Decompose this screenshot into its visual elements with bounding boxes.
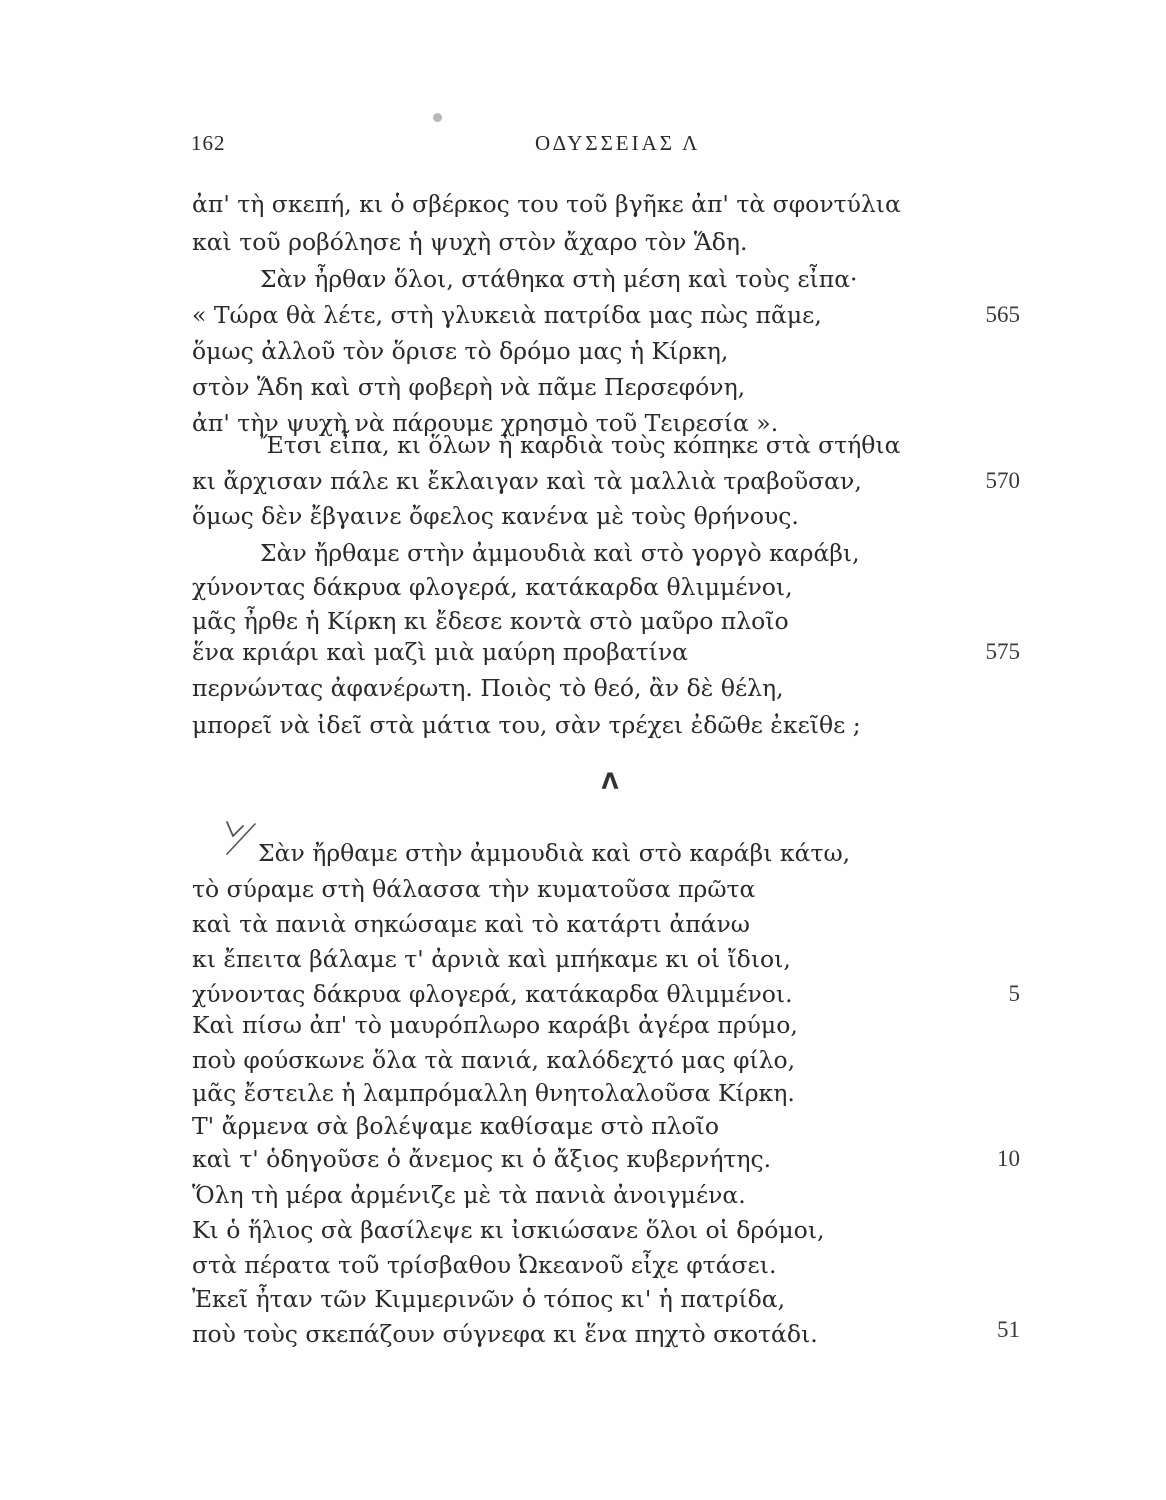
book-heading: Λ [601, 770, 619, 795]
line-number: 51 [997, 1317, 1020, 1342]
verse-line: Ἔτσι εἶπα, κι ὅλων ἡ καρδιὰ τοὺς κόπηκε στὰ στήθια [260, 431, 901, 459]
verse-line: ποὺ φούσκωνε ὅλα τὰ πανιά, καλόδεχτό μας φίλο, [192, 1046, 796, 1074]
line-number: 5 [1008, 981, 1020, 1006]
verse-line: μπορεῖ νὰ ἰδεῖ στὰ μάτια του, σὰν τρέχει ἐδῶθε ἐκεῖθε ; [192, 711, 861, 739]
line-number: 570 [985, 468, 1020, 493]
verse-line: στὰ πέρατα τοῦ τρίσβαθου Ὠκεανοῦ εἶχε φτάσει. [192, 1251, 777, 1279]
verse-line: Ὅλη τὴ μέρα ἀρμένιζε μὲ τὰ πανιὰ ἀνοιγμένα. [192, 1181, 746, 1209]
verse-line: Ἐκεῖ ἦταν τῶν Κιμμερινῶν ὁ τόπος κι' ἡ πατρίδα, [192, 1285, 786, 1313]
verse-line: κι ἄρχισαν πάλε κι ἔκλαιγαν καὶ τὰ μαλλιὰ τραβοῦσαν, [192, 467, 862, 495]
verse-line: ὅμως δὲν ἔβγαινε ὄφελος κανένα μὲ τοὺς θρήνους. [192, 502, 799, 530]
page-number: 162 [191, 131, 226, 155]
handwritten-mark-icon [221, 818, 261, 860]
verse-line: καὶ τ' ὁδηγοῦσε ὁ ἄνεμος κι ὁ ἄξιος κυβερνήτης. [192, 1145, 772, 1173]
verse-line: ἕνα κριάρι καὶ μαζὶ μιὰ μαύρη προβατίνα [192, 638, 688, 666]
verse-line: ἀπ' τὴ σκεπή, κι ὁ σβέρκος του τοῦ βγῆκε ἀπ' τὰ σφοντύλια [192, 190, 901, 218]
verse-line: Σὰν ἦρθαν ὅλοι, στάθηκα στὴ μέση καὶ τοὺς εἶπα· [260, 265, 858, 293]
verse-line: ποὺ τοὺς σκεπάζουν σύγνεφα κι ἕνα πηχτὸ σκοτάδι. [192, 1320, 818, 1348]
verse-line: Σὰν ἤρθαμε στὴν ἀμμουδιὰ καὶ στὸ γοργὸ καράβι, [260, 539, 860, 567]
verse-line: Τ' ἄρμενα σὰ βολέψαμε καθίσαμε στὸ πλοῖο [192, 1112, 720, 1140]
verse-line: ὅμως ἀλλοῦ τὸν ὅρισε τὸ δρόμο μας ἡ Κίρκη, [192, 337, 729, 365]
page-header [0, 131, 1166, 161]
ink-speck [433, 113, 442, 122]
verse-line: χύνοντας δάκρυα φλογερά, κατάκαρδα θλιμμένοι. [192, 980, 793, 1008]
verse-line: Κι ὁ ἥλιος σὰ βασίλεψε κι ἰσκιώσανε ὅλοι οἱ δρόμοι, [192, 1216, 825, 1244]
verse-line: Καὶ πίσω ἀπ' τὸ μαυρόπλωρο καράβι ἀγέρα πρύμο, [192, 1011, 798, 1039]
verse-line: χύνοντας δάκρυα φλογερά, κατάκαρδα θλιμμένοι, [192, 573, 793, 601]
verse-line: ἀπ' τὴν ψυχὴ νὰ πάρουμε χρησμὸ τοῦ Τειρεσία ». [192, 409, 779, 437]
verse-line: καὶ τοῦ ροβόλησε ἡ ψυχὴ στὸν ἄχαρο τὸν Ἅδη. [192, 228, 748, 256]
verse-line: μᾶς ἔστειλε ἡ λαμπρόμαλλη θνητολαλοῦσα Κίρκη. [192, 1079, 795, 1107]
verse-line: « Τώρα θὰ λέτε, στὴ γλυκειὰ πατρίδα μας πὼς πᾶμε, [192, 301, 822, 329]
line-number: 575 [985, 639, 1020, 664]
verse-line: στὸν Ἅδη καὶ στὴ φοβερὴ νὰ πᾶμε Περσεφόνη, [192, 373, 746, 401]
line-number: 565 [985, 302, 1020, 327]
verse-line: κι ἔπειτα βάλαμε τ' ἀρνιὰ καὶ μπήκαμε κι οἱ ἴδιοι, [192, 945, 791, 973]
verse-line: περνώντας ἀφανέρωτη. Ποιὸς τὸ θεό, ἂν δὲ θέλη, [192, 674, 784, 702]
verse-line: Σὰν ἤρθαμε στὴν ἀμμουδιὰ καὶ στὸ καράβι κάτω, [258, 839, 851, 867]
verse-line: καὶ τὰ πανιὰ σηκώσαμε καὶ τὸ κατάρτι ἀπάνω [192, 910, 750, 938]
running-head: ΟΔΥΣΣΕΙΑΣ Λ [535, 131, 701, 155]
verse-line: τὸ σύραμε στὴ θάλασσα τὴν κυματοῦσα πρῶτα [192, 875, 756, 903]
verse-line: μᾶς ἦρθε ἡ Κίρκη κι ἔδεσε κοντὰ στὸ μαῦρο πλοῖο [192, 607, 789, 635]
line-number: 10 [997, 1146, 1020, 1171]
